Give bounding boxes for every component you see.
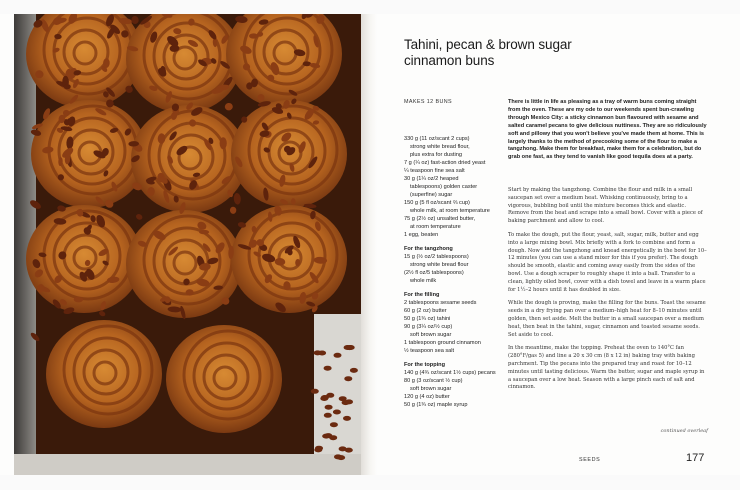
ingredient-line: 30 g (1¼ oz/2 heaped [404, 176, 459, 182]
pecan-piece [339, 396, 347, 401]
pecan-piece [325, 405, 333, 410]
ingredient-line: strong white bread flour [410, 262, 469, 268]
page-top-margin [0, 0, 740, 14]
ingredient-line: 80 g (3 oz/scant ½ cup) [404, 378, 463, 384]
pecan-piece [344, 376, 352, 381]
pecan-piece [334, 454, 342, 459]
ingredient-line: 7 g (¼ oz) fast-action dried yeast [404, 160, 486, 166]
page-number: 177 [686, 452, 705, 464]
page-bottom-margin [0, 475, 740, 490]
ingredient-group [404, 291, 502, 355]
ingredient-line: 50 g (1¾ oz) maple syrup [404, 402, 468, 408]
pecan-piece [220, 137, 227, 149]
ingredient-line: 50 g (1¾ oz) tahini [404, 316, 451, 322]
recipe-yield: MAKES 12 BUNS [404, 99, 453, 105]
pecan-piece [147, 187, 154, 196]
ingredient-line: whole milk, at room temperature [410, 208, 490, 214]
ingredient-list [404, 135, 502, 415]
ingredient-group-heading: For the filling [404, 292, 440, 298]
pecan-piece [324, 366, 332, 371]
ingredient-line: 90 g (3¼ oz/½ cup) [404, 324, 453, 330]
ingredient-line: 150 g (5 fl oz/scant ⅔ cup) [404, 200, 470, 206]
ingredient-line: 330 g (11 oz/scant 2 cups) [404, 136, 470, 142]
pecan-piece [324, 413, 332, 418]
pecan-piece [321, 395, 329, 400]
ingredient-line: tablespoons) golden caster [410, 184, 478, 190]
ingredient-group-heading: For the topping [404, 362, 446, 368]
book-gutter [361, 14, 377, 475]
ingredient-line: at room temperature [410, 224, 461, 230]
pecan-piece [330, 422, 338, 427]
ingredient-line: ¼ teaspoon fine sea salt [404, 168, 465, 174]
photo-illustration [14, 14, 361, 475]
pecan-piece [350, 368, 358, 373]
method-paragraph: In the meantime, make the topping. Preheat the oven to 140°C fan (280°F/gas 5) and line a 20 x 30 cm (8 x 12 in) baking tray with baking parchment. Tip the pecans into the prepared tray and roast for 10–12 minutes until tasting delicious. Warm the butter, sugar and maple syrup in a saucepan over a low heat. Season with a large pinch each of salt and cinnamon. [508, 345, 705, 391]
ingredient-line: 15 g (½ oz/2 tablespoons) [404, 254, 469, 260]
method-paragraph: Start by making the tangzhong. Combine the flour and milk in a small saucepan set over a medium heat. Whisking continuously, bring to a vigorous, bubbling boil until the mixture becomes thick and elastic. Remove from the heat and scrape into a small bowl. Cover with a piece of baking parchment and allow to cool. [508, 187, 703, 225]
recipe-title: Tahini, pecan & brown sugar cinnamon buns [404, 37, 572, 68]
ingredient-line: 1 tablespoon ground cinnamon [404, 340, 481, 346]
pecan-piece [314, 447, 322, 452]
pecan-piece [314, 350, 322, 355]
pecan-piece [249, 33, 258, 38]
cinnamon-buns-photo [14, 14, 361, 475]
ingredient-line: strong white bread flour, [410, 144, 470, 150]
pecan-piece [345, 399, 353, 404]
ingredient-group-heading: For the tangzhong [404, 246, 453, 252]
ingredient-group [404, 361, 502, 409]
ingredient-group [404, 245, 502, 285]
pecan-piece [334, 353, 342, 358]
ingredient-line: 120 g (4 oz) butter [404, 394, 450, 400]
pecan-piece [345, 448, 353, 453]
ingredient-line: soft brown sugar [410, 386, 452, 392]
ingredient-line: (2½ fl oz/5 tablespoons) [404, 270, 464, 276]
pecan-piece [322, 434, 330, 439]
pecan-piece [333, 410, 341, 415]
ingredient-line: 60 g (2 oz) butter [404, 308, 447, 314]
pecan-piece [346, 345, 354, 350]
ingredient-line: ½ teaspoon sea salt [404, 348, 455, 354]
pecan-piece [311, 389, 319, 394]
ingredient-line: (superfine) sugar [410, 192, 453, 198]
ingredient-line: 2 tablespoons sesame seeds [404, 300, 477, 306]
continued-note: continued overleaf [660, 428, 708, 434]
ingredient-line: soft brown sugar [410, 332, 452, 338]
method-paragraph: While the dough is proving, make the filling for the buns. Toast the sesame seeds in a dry frying pan over a medium–high heat for 8–10 minutes until golden, then set aside. Melt the butter in a small saucepan over a medium heat, then beat in the tahini, sugar, cinnamon and toasted sesame seeds. Set aside to cool. [508, 300, 706, 338]
pecan-piece [199, 230, 209, 234]
recipe-intro: There is little in life as pleasing as a tray of warm buns coming straight from the oven. These are my ode to our weekends spent bun-crawling through Mexico City: a sticky cinnamon bun flavoured with sesame and salted caramel pecans to give delicious nuttiness. They are so ridiculously soft and pillowy that you won't believe you've made them at home. This is largely thanks to the method of precooking some of the flour to make a tangzhong. Make them for breakfast, make them for a celebration, but do grab one fast, as they tend to vanish like good tequila does at a party. [508, 99, 707, 161]
ingredient-line: whole milk [410, 278, 437, 284]
section-name: SEEDS [579, 457, 601, 463]
ingredient-line: plus extra for dusting [410, 152, 462, 158]
ingredient-line: 75 g (2½ oz) unsalted butter, [404, 216, 476, 222]
ingredient-line: 1 egg, beaten [404, 232, 439, 238]
method-paragraph: To make the dough, put the flour, yeast, salt, sugar, milk, butter and egg into a large mixing bowl. Mix briefly with a fork to combine and form a dough. Now add the tangzhong and knead energetically in the bowl for 10–12 minutes (you can use a stand mixer for this if you prefer). The dough should be smooth, elastic and coming away easily from the sides of the bowl. Use a dough scraper to roughly shape it into a ball. Transfer to a clean, lightly oiled bowl, cover with a dish towel and leave in a warm place for 1½–2 hours until it has doubled in size. [508, 231, 707, 293]
ingredient-group [404, 135, 502, 239]
recipe-method [508, 187, 708, 398]
pecan-piece [343, 416, 351, 421]
ingredient-line: 140 g (4¾ oz/scant 1½ cups) pecans [404, 370, 496, 376]
